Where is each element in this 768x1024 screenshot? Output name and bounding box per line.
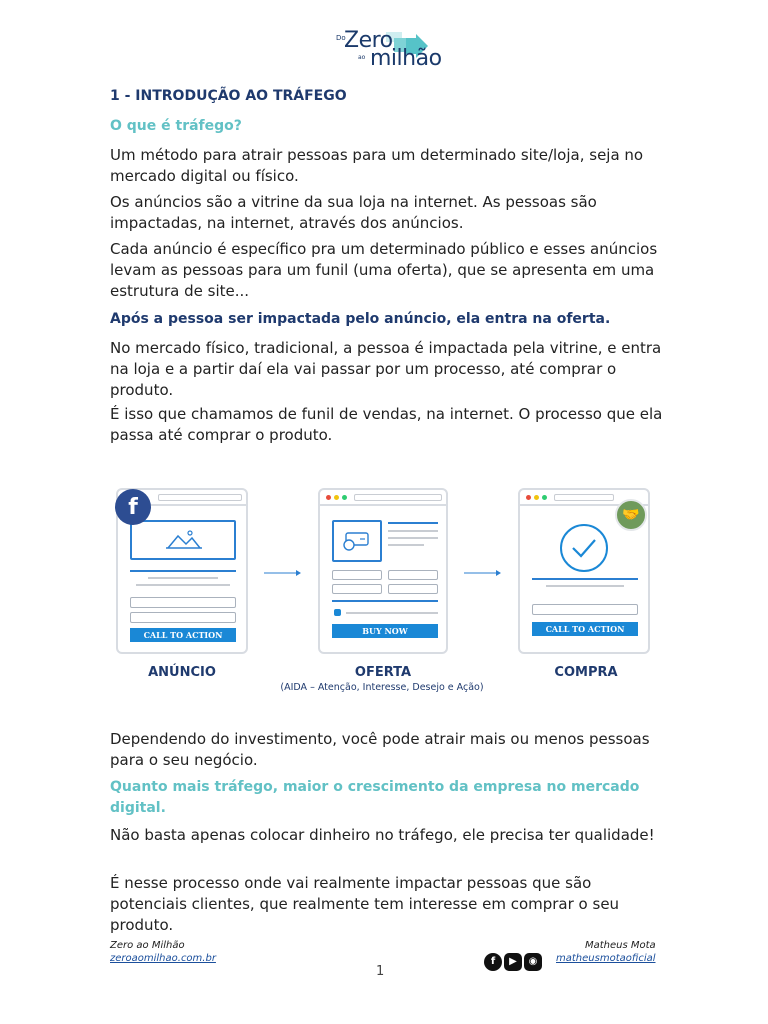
footer-brand: Zero ao Milhão xyxy=(110,940,185,951)
ad-rule xyxy=(130,570,236,572)
offer-input-field xyxy=(388,570,438,580)
page-number: 1 xyxy=(376,964,385,979)
offer-rule xyxy=(332,600,438,602)
purchase-text-line xyxy=(546,585,624,587)
offer-text-line xyxy=(388,544,424,546)
purchase-rule xyxy=(532,578,638,580)
logo-milhao: milhão xyxy=(370,46,442,71)
paragraph-8: Não basta apenas colocar dinheiro no tráfego, ele precisa ter qualidade! xyxy=(110,826,655,844)
instagram-icon[interactable]: ◉ xyxy=(524,953,542,971)
ad-input-field xyxy=(130,612,236,623)
product-frame xyxy=(332,520,382,562)
subheading-what-is-traffic: O que é tráfego? xyxy=(110,118,242,134)
check-icon xyxy=(558,522,610,574)
ad-text-line xyxy=(136,584,230,586)
url-bar xyxy=(354,494,442,501)
window-dot xyxy=(534,495,539,500)
footer-social-handle-link[interactable]: matheusmotaoficial xyxy=(556,953,656,964)
offer-input-field xyxy=(332,584,382,594)
paragraph-7: Dependendo do investimento, você pode atrair mais ou menos pessoas para o seu negócio. xyxy=(110,730,650,769)
window-dot xyxy=(334,495,339,500)
step-label-purchase: COMPRA xyxy=(554,665,618,680)
logo-ao: ao xyxy=(358,54,366,61)
url-bar xyxy=(554,494,614,501)
footer-website-link[interactable]: zeroaomilhao.com.br xyxy=(110,953,216,964)
aida-caption: (AIDA – Atenção, Interesse, Desejo e Ação) xyxy=(280,682,484,693)
offer-input-field xyxy=(388,584,438,594)
window-dot xyxy=(526,495,531,500)
arrow-right-icon xyxy=(262,567,302,579)
ad-image-frame xyxy=(130,520,236,560)
arrow-right-icon xyxy=(462,567,502,579)
facebook-icon: f xyxy=(115,489,151,525)
money-icon xyxy=(334,522,380,560)
offer-text-line xyxy=(388,530,438,532)
paragraph-2: Os anúncios são a vitrine da sua loja na internet. As pessoas são impactadas, na internet, através dos anúncios. xyxy=(110,193,597,232)
offer-rule xyxy=(388,522,438,524)
paragraph-6: É isso que chamamos de funil de vendas, na internet. O processo que ela passa até comprar o produto. xyxy=(110,405,663,444)
window-dot xyxy=(342,495,347,500)
step-label-offer: OFERTA xyxy=(354,665,412,680)
purchase-input-field xyxy=(532,604,638,615)
funnel-card-offer xyxy=(318,488,448,654)
paragraph-5: No mercado físico, tradicional, a pessoa é impactada pela vitrine, e entra na loja e a partir daí ela vai passar por um processo, até comprar o produto. xyxy=(110,339,662,399)
window-dot xyxy=(542,495,547,500)
url-bar xyxy=(158,494,242,501)
section-heading: 1 - INTRODUÇÃO AO TRÁFEGO xyxy=(110,88,347,104)
call-to-action-button: CALL TO ACTION xyxy=(130,628,236,642)
paragraph-3: Cada anúncio é específico pra um determinado público e esses anúncios levam as pessoas para um funil (uma oferta), que se apresenta em uma estrutura de site... xyxy=(110,240,658,300)
footer-author: Matheus Mota xyxy=(585,940,656,951)
call-to-action-button: CALL TO ACTION xyxy=(532,622,638,636)
social-icons xyxy=(484,953,542,973)
logo-do: Do xyxy=(336,34,346,42)
ad-input-field xyxy=(130,597,236,608)
buy-now-button: BUY NOW xyxy=(332,624,438,638)
offer-text-line xyxy=(346,612,438,614)
image-icon xyxy=(132,522,234,558)
paragraph-highlight: Após a pessoa ser impactada pelo anúncio, ela entra na oferta. xyxy=(110,311,611,327)
window-dot xyxy=(326,495,331,500)
ad-text-line xyxy=(148,577,218,579)
subheading-growth: Quanto mais tráfego, maior o crescimento da empresa no mercado digital. xyxy=(110,779,640,816)
logo-zero: Zero xyxy=(344,28,393,53)
paragraph-9: É nesse processo onde vai realmente impactar pessoas que são potenciais clientes, que realmente tem interesse em comprar o seu produto. xyxy=(110,874,620,934)
step-label-ad: ANÚNCIO xyxy=(148,665,216,680)
handshake-icon: 🤝 xyxy=(615,499,647,531)
paragraph-1: Um método para atrair pessoas para um determinado site/loja, seja no mercado digital ou físico. xyxy=(110,146,644,185)
browser-bar xyxy=(320,490,446,506)
facebook-icon[interactable]: f xyxy=(484,953,502,971)
offer-text-line xyxy=(388,537,438,539)
youtube-icon[interactable]: ▶ xyxy=(504,953,522,971)
checkbox-icon xyxy=(334,609,341,616)
offer-input-field xyxy=(332,570,382,580)
logo xyxy=(336,24,442,78)
